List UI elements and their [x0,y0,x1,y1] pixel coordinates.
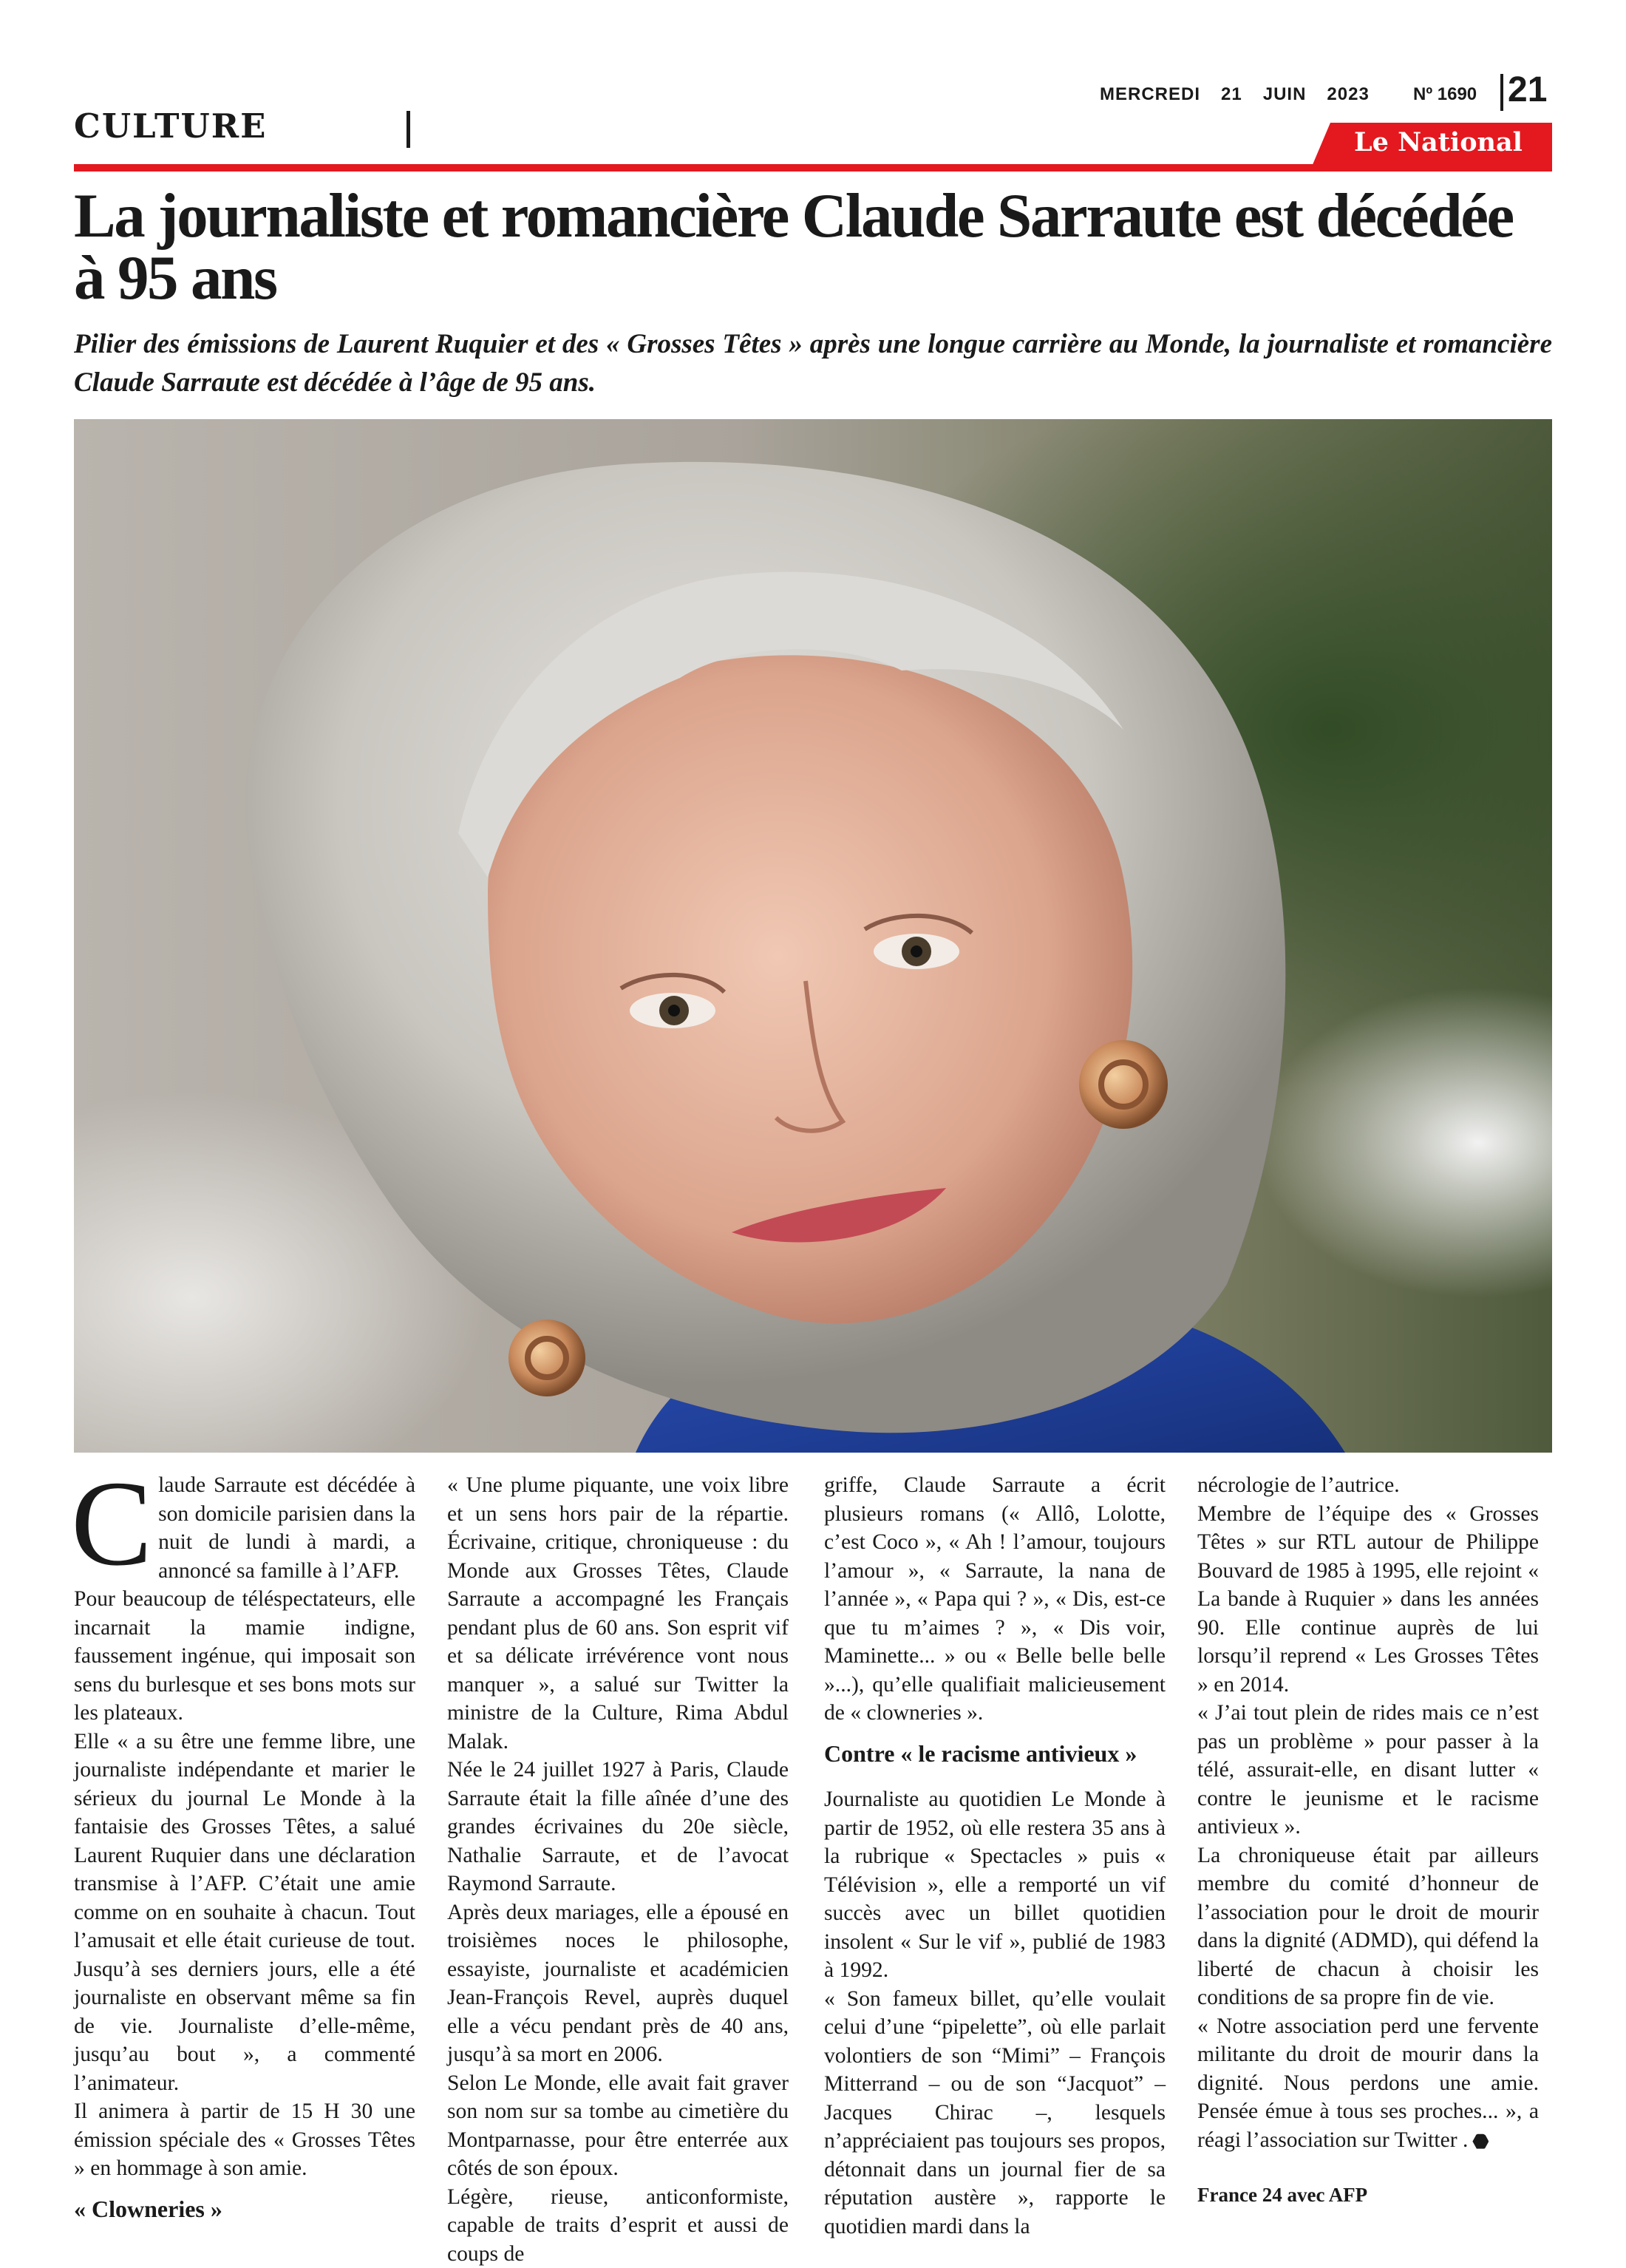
body-paragraph: Membre de l’équipe des « Grosses Têtes » sur RTL autour de Philippe Bouvard de 1985 à 1995, elle rejoint « La bande à Ruquier » dans les années 90. Elle continue auprès de lui lorsqu’il reprend « Les Grosses Têtes » en 2014. [1197,1500,1539,1700]
article-deck: Pilier des émissions de Laurent Ruquier et des « Grosses Têtes » après une longue carrière au Monde, la journaliste et romancière Claude Sarraute est décédée à l’âge de 95 ans. [74,325,1552,402]
closing-text: « Notre association perd une fervente militante du droit de mourir dans la dignité. Nous perdons une amie. Pensée émue à tous ses proches... », a réagi l’association sur Twitter . [1197,2014,1539,2152]
headline: La journaliste et romancière Claude Sarraute est décédée à 95 ans [74,185,1552,309]
article-credit: France 24 avec AFP [1197,2181,1539,2210]
body-paragraph: « J’ai tout plein de rides mais ce n’est pas un problème » pour passer à la télé, assurait-elle, en disant lutter « contre le jeunisme et le racisme antivieux ». [1197,1699,1539,1841]
body-paragraph: Il animera à partir de 15 H 30 une émission spéciale des « Grosses Têtes » en hommage à son amie. [74,2097,415,2183]
brand-name: Le National [1354,127,1523,157]
article-column-1 [74,1471,415,2241]
page-number: 21 [1508,69,1547,110]
article-column-4 [1197,1471,1539,2210]
date-month: JUIN [1263,84,1307,104]
body-paragraph: Après deux mariages, elle a épousé en troisièmes noces le philosophe, essayiste, journaliste et académicien Jean-François Revel, auprès duquel elle a vécu pendant près de 40 ans, jusqu’à sa mort en 2006. [447,1898,789,2069]
page-number-divider [1500,74,1503,111]
body-paragraph: « Son fameux billet, qu’elle voulait celui d’une “pipelette”, où elle parlait volontiers de son “Mimi” – François Mitterrand – ou de son “Jacquot” – Jacques Chirac –, lesquels n’appréciaient pas toujours ses propos, détonnait dans un journal fier de sa réputation austère », rapporte le quotidien mardi dans la [824,1985,1166,2241]
lead-text: laude Sarraute est décédée à son domicile parisien dans la nuit de lundi à mardi, a annoncé sa famille à l’AFP. [158,1473,415,1583]
body-paragraph: Pour beaucoup de téléspectateurs, elle incarnait la mamie indigne, faussement ingénue, qui imposait son sens du burlesque et ses bons mots sur les plateaux. [74,1585,415,1728]
article-column-2 [447,1471,789,2268]
article-column-3 [824,1471,1166,2241]
subheading: « Clowneries » [74,2195,415,2224]
portrait-photo [74,419,1552,1453]
body-paragraph: Née le 24 juillet 1927 à Paris, Claude Sarraute était la fille aînée d’une des grandes écrivaines du 20e siècle, Nathalie Sarraute, et de l’avocat Raymond Sarraute. [447,1756,789,1898]
body-paragraph: Légère, rieuse, anticonformiste, capable de traits d’esprit et aussi de coups de [447,2183,789,2268]
end-mark-icon [1472,2133,1489,2150]
closing-paragraph [1197,2012,1539,2155]
body-paragraph: nécrologie de l’autrice. [1197,1471,1539,1500]
body-paragraph: Elle « a su être une femme libre, une journaliste indépendante et marier le sérieux du journal Le Monde à la fantaisie des Grosses Têtes, a salué Laurent Ruquier dans une déclaration transmise à l’AFP. C’était une amie comme on en souhaite à chacun. Tout l’amusait et elle était curieuse de tout. Jusqu’à ses derniers jours, elle a été journaliste en observant même sa fin de vie. Journaliste d’elle-même, jusqu’au bout », a commenté l’animateur. [74,1728,415,2098]
issue-date [1100,84,1390,105]
drop-cap: C [71,1476,152,1572]
subheading: Contre « le racisme antivieux » [824,1739,1166,1768]
body-paragraph: « Une plume piquante, une voix libre et un sens hors pair de la répartie. Écrivaine, critique, chroniqueuse : du Monde aux Grosses Têtes, Claude Sarraute a accompagné les Français pendant plus de 60 ans. Son esprit vif et sa délicate irrévérence vont nous manquer », a salué sur Twitter la ministre de la Culture, Rima Abdul Malak. [447,1471,789,1756]
section-divider [406,111,410,148]
date-year: 2023 [1327,84,1369,104]
issue-number: Nº 1690 [1413,84,1477,105]
section-label: CULTURE [74,106,267,146]
body-paragraph: La chroniqueuse était par ailleurs membre du comité d’honneur de l’association pour le droit de mourir dans la dignité (ADMD), qui défend la liberté de chacun à choisir les conditions de sa propre fin de vie. [1197,1841,1539,2012]
body-paragraph: Journaliste au quotidien Le Monde à partir de 1952, où elle restera 35 ans à la rubrique « Spectacles » puis « Télévision », elle a remporté un vif succès avec un billet quotidien insolent « Sur le vif », publié de 1983 à 1992. [824,1785,1166,1985]
body-paragraph: griffe, Claude Sarraute a écrit plusieurs romans (« Allô, Lolotte, c’est Coco », « Ah ! l’amour, toujours l’amour », « Sarraute, la nana de l’année », « Papa qui ? », « Dis, est-ce que tu m’aimes ? », « Dis voir, Maminette... » ou « Belle belle belle »...), qu’elle qualifiait malicieusement de « clowneries ». [824,1471,1166,1728]
date-weekday: MERCREDI [1100,84,1200,104]
date-day: 21 [1221,84,1242,104]
lead-paragraph [74,1471,415,1585]
body-paragraph: Selon Le Monde, elle avait fait graver son nom sur sa tombe au cimetière du Montparnasse, pour être enterrée aux côtés de son époux. [447,2069,789,2183]
